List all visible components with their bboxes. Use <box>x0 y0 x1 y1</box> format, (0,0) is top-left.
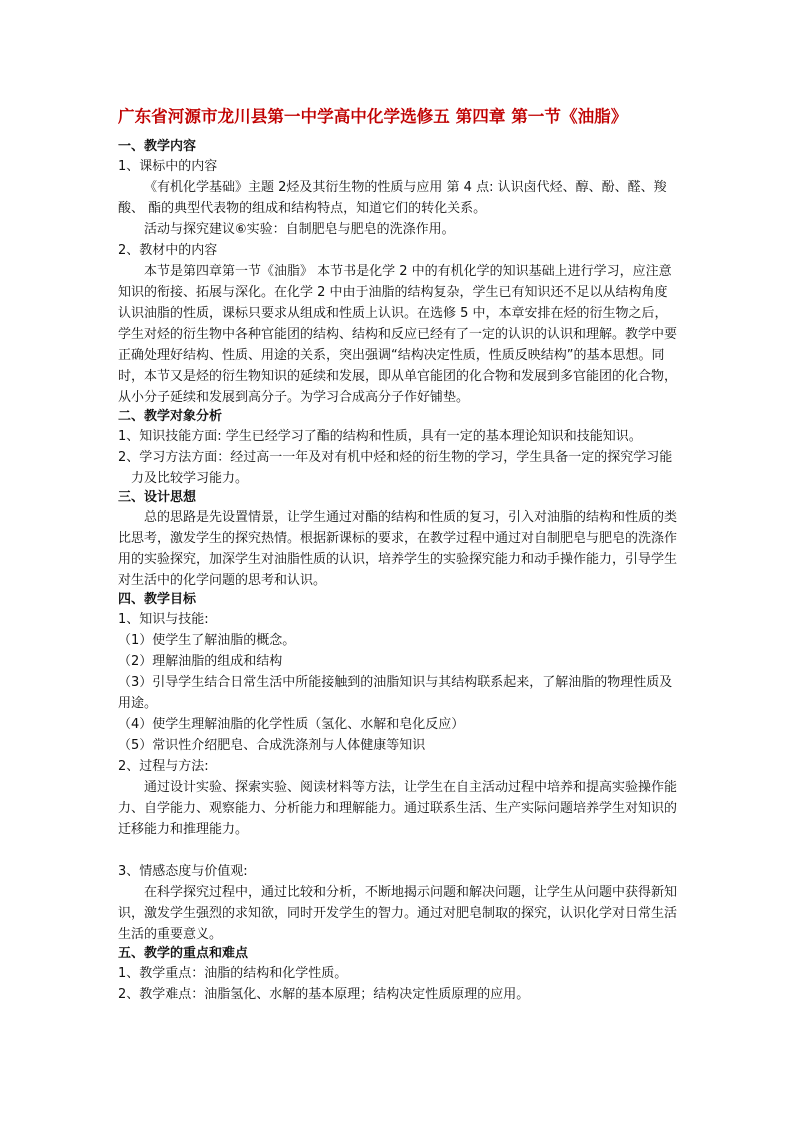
section-heading-objectives: 四、教学目标 <box>118 592 197 607</box>
blank-line <box>118 840 678 861</box>
list-item: （4）使学生理解油脂的化学性质（氢化、水解和皂化反应） <box>118 717 465 732</box>
section-heading-content: 一、教学内容 <box>118 139 197 154</box>
section-heading-design: 三、设计思想 <box>118 490 197 505</box>
list-item: （1）使学生了解油脂的概念。 <box>118 633 296 648</box>
document-page <box>118 104 678 1005</box>
subheading-attitude: 3、情感态度与价值观: <box>118 864 248 879</box>
section-heading-focus: 五、教学的重点和难点 <box>118 946 249 961</box>
paragraph: 本节是第四章第一节《油脂》 本节书是化学 2 中的有机化学的知识基础上进行学习，应注意知识的衔接、拓展与深化。在化学 2 中由于油脂的结构复杂，学生已有知识还不足以从结构角度认识油脂的性质，课标只要求从组成和性质上认识。在选修 5 中，本章安排在烃的衍生物之后，学生对烃的衍生物中各种官能团的结构、结构和反应已经有了一定的认识的认识和理解。教学中要正确处理好结构、性质、用途的关系，突出强调“结构决定性质，性质反映结构”的基本思想。同时，本节又是烃的衍生物知识的延续和发展，即从单官能团的化合物和发展到多官能团的化合物，从小分子延续和发展到高分子。为学习合成高分子作好铺垫。 <box>118 264 678 405</box>
paragraph: 《有机化学基础》主题 2烃及其衍生物的性质与应用 第 4 点: 认识卤代烃、醇、酚、醛、羧酸、 酯的典型代表物的组成和结构特点，知道它们的转化关系。 <box>118 180 667 216</box>
list-item: （3）引导学生结合日常生活中所能接触到的油脂知识与其结构联系起来，了解油脂的物理性质及用途。 <box>118 675 673 711</box>
paragraph: 活动与探究建议⑥实验：自制肥皂与肥皂的洗涤作用。 <box>144 222 455 237</box>
list-item: （2）理解油脂的组成和结构 <box>118 654 283 669</box>
subheading-curriculum: 1、课标中的内容 <box>118 159 218 174</box>
paragraph: 总的思路是先设置情景，让学生通过对酯的结构和性质的复习，引入对油脂的结构和性质的类比思考，激发学生的探究热情。根据新课标的要求，在教学过程中通过对自制肥皂与肥皂的洗涤作用的实验探究，加深学生对油脂性质的认识，培养学生的实验探究能力和动手操作能力，引导学生对生活中的化学问题的思考和认识。 <box>118 510 678 588</box>
paragraph: 2、教学难点：油脂氢化、水解的基本原理；结构决定性质原理的应用。 <box>118 987 530 1002</box>
subheading-knowledge: 1、知识与技能: <box>118 612 209 627</box>
subheading-textbook: 2、教材中的内容 <box>118 243 218 258</box>
page-title: 广东省河源市龙川县第一中学高中化学选修五 第四章 第一节《油脂》 <box>118 106 628 126</box>
paragraph: 1、教学重点：油脂的结构和化学性质。 <box>118 966 348 981</box>
paragraph: 通过设计实验、探索实验、阅读材料等方法，让学生在自主活动过程中培养和提高实验操作能力、自学能力、观察能力、分析能力和理解能力。通过联系生活、生产实际问题培养学生对知识的迁移能力和推理能力。 <box>118 780 678 837</box>
paragraph: 1、知识技能方面: 学生已经学习了酯的结构和性质，具有一定的基本理论知识和技能知识。 <box>118 429 642 444</box>
section-heading-learners: 二、教学对象分析 <box>118 409 223 424</box>
subheading-process: 2、过程与方法: <box>118 759 209 774</box>
list-item: （5）常识性介绍肥皂、合成洗涤剂与人体健康等知识 <box>118 738 426 753</box>
paragraph: 2、学习方法方面：经过高一一年及对有机中烃和烃的衍生物的学习，学生具备一定的探究学习能力及比较学习能力。 <box>118 450 673 486</box>
paragraph: 在科学探究过程中，通过比较和分析，不断地揭示问题和解决问题，让学生从问题中获得新知识，激发学生强烈的求知欲，同时开发学生的智力。通过对肥皂制取的探究，认识化学对日常生活生活的重要意义。 <box>118 885 678 942</box>
